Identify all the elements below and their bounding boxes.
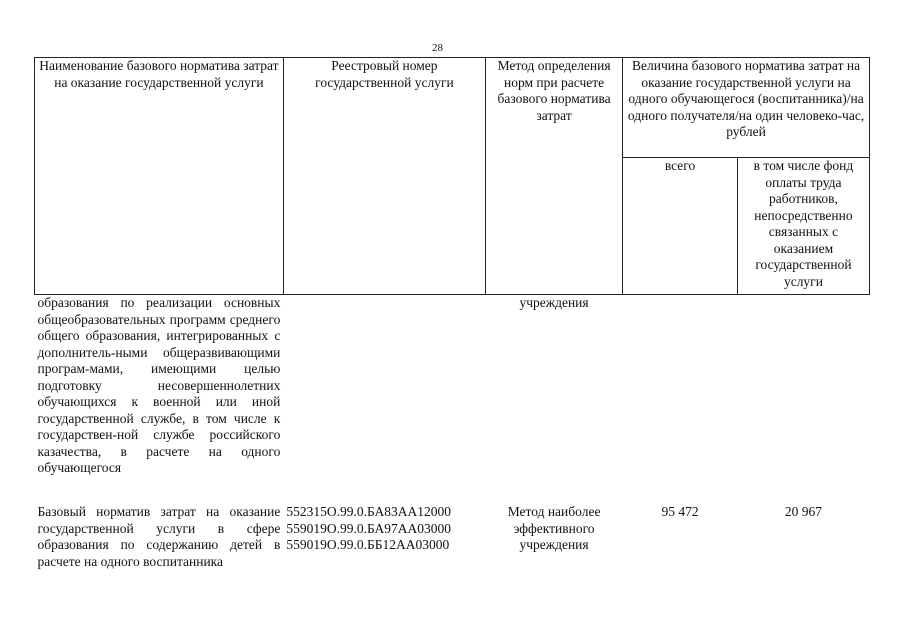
- header-name: Наименование базового норматива затрат на оказание государственной услуги: [35, 58, 284, 295]
- registry-code: 559019О.99.0.ББ12АА03000: [286, 537, 450, 552]
- header-method: Метод определения норм при расчете базового норматива затрат: [486, 58, 623, 295]
- row-method: [486, 504, 623, 570]
- header-value: Величина базового норматива затрат на оказание государственной услуги на одного обучающегося (воспитанника)/на одного получателя/на один человеко-час, рублей: [623, 58, 870, 158]
- row-name-text: Базовый норматив затрат на оказание государственной услуги в сфере образования по содержанию детей в расчете на одного воспитанника: [37, 504, 281, 569]
- row-name-text: образования по реализации основных общеобразовательных программ среднего общего образования, интегрированных с дополнитель-ными общеразвивающими програм-мами, имеющими целью подготовку несовершеннолетних обучающихся к военной или иной государственной службе, в том числе к государствен-ной службе российского казачества, в расчете на одного обучающегося: [37, 295, 281, 475]
- registry-code: 559019О.99.0.БА97АА03000: [286, 520, 452, 536]
- registry-code: 552315О.99.0.БА83АА12000: [286, 504, 452, 519]
- header-payroll: в том числе фонд оплаты труда работников, непосредственно связанных с оказанием государственной услуги: [737, 158, 869, 295]
- row-registry: [283, 504, 485, 570]
- page-number: 28: [432, 42, 443, 54]
- row-payroll: [737, 504, 869, 570]
- row-total: [623, 504, 738, 570]
- header-total: всего: [623, 158, 738, 295]
- table-row: [35, 295, 870, 505]
- row-method-text: учреждения: [519, 295, 589, 310]
- header-registry: Реестровый номер государственной услуги: [283, 58, 485, 295]
- row-method: [486, 295, 623, 505]
- table-row: [35, 504, 870, 570]
- row-name: [35, 295, 284, 505]
- row-payroll-value: 20 967: [784, 504, 823, 519]
- row-total: [623, 295, 738, 505]
- row-total-value: 95 472: [661, 504, 699, 519]
- row-payroll: [737, 295, 869, 505]
- row-name: [35, 504, 284, 570]
- row-registry: [283, 295, 485, 505]
- norm-table: [34, 57, 870, 570]
- row-method-text: Метод наиболее эффективного учреждения: [507, 504, 601, 552]
